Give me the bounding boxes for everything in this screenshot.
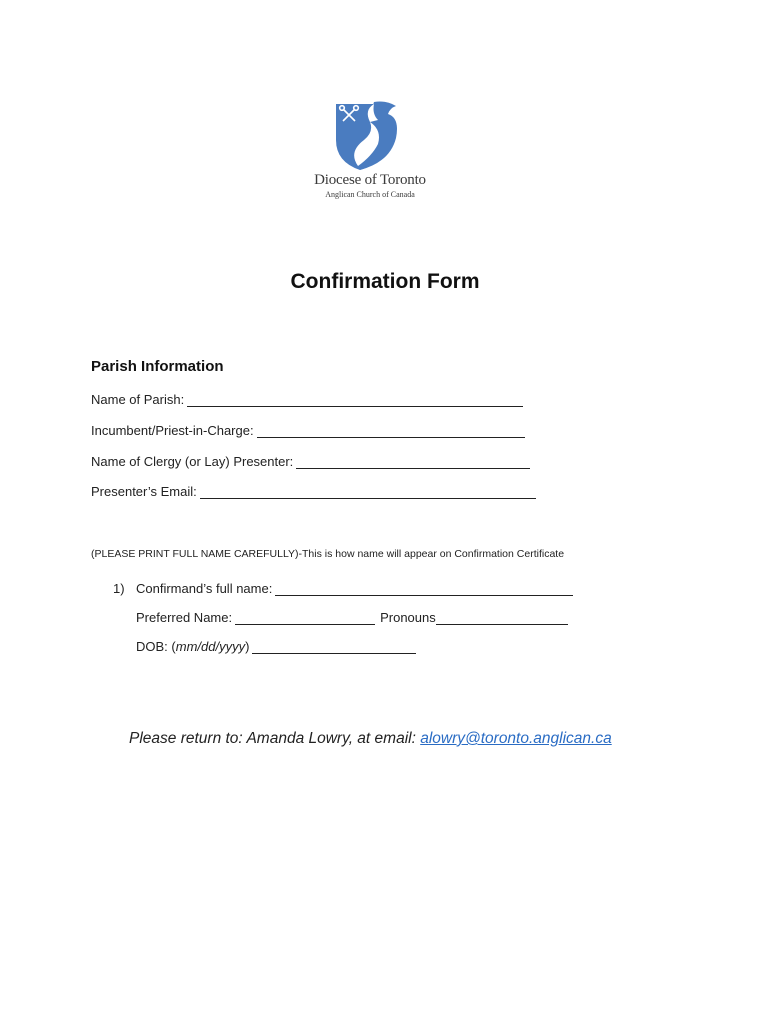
preferred-name-field[interactable] [136, 610, 568, 625]
dob-input[interactable] [252, 641, 416, 654]
confirmand-full-name-input[interactable] [275, 583, 573, 596]
dob-field[interactable] [136, 639, 416, 654]
field-label: Name of Clergy (or Lay) Presenter: [91, 454, 294, 469]
incumbent-field[interactable] [91, 423, 525, 438]
field-label: Preferred Name: [136, 610, 233, 625]
field-label: Incumbent/Priest-in-Charge: [91, 423, 254, 438]
field-label: Presenter’s Email: [91, 484, 197, 499]
dob-format: mm/dd/yyyy [175, 639, 246, 654]
diocese-shield-dove-icon [334, 100, 404, 172]
presenter-email-input[interactable] [200, 486, 536, 499]
presenter-name-input[interactable] [296, 456, 530, 469]
field-label: Confirmand’s full name: [136, 581, 273, 596]
return-instructions [129, 730, 612, 748]
org-name: Diocese of Toronto [314, 172, 426, 188]
print-name-note: (PLEASE PRINT FULL NAME CAREFULLY)-This is how name will appear on Confirmation Certificate [91, 548, 565, 560]
field-label: Name of Parish: [91, 392, 185, 407]
incumbent-input[interactable] [257, 425, 525, 438]
preferred-name-input[interactable] [235, 612, 375, 625]
field-label-close: ) [245, 639, 250, 654]
page-title: Confirmation Form [290, 270, 480, 293]
parish-name-input[interactable] [187, 394, 523, 407]
pronouns-label: Pronouns [380, 610, 436, 625]
diocese-logo [334, 100, 404, 172]
presenter-name-field[interactable] [91, 454, 530, 469]
presenter-email-field[interactable] [91, 484, 536, 499]
section-heading-parish: Parish Information [91, 358, 224, 375]
parish-name-field[interactable] [91, 392, 523, 407]
confirmand-full-name-field[interactable] [136, 581, 573, 596]
org-subtitle: Anglican Church of Canada [325, 190, 415, 199]
pronouns-input[interactable] [436, 612, 568, 625]
return-email-link[interactable]: alowry@toronto.anglican.ca [420, 730, 612, 747]
return-text: Please return to: Amanda Lowry, at email: [129, 730, 421, 747]
field-label: DOB: ( [136, 639, 176, 654]
list-number: 1) [113, 581, 125, 596]
